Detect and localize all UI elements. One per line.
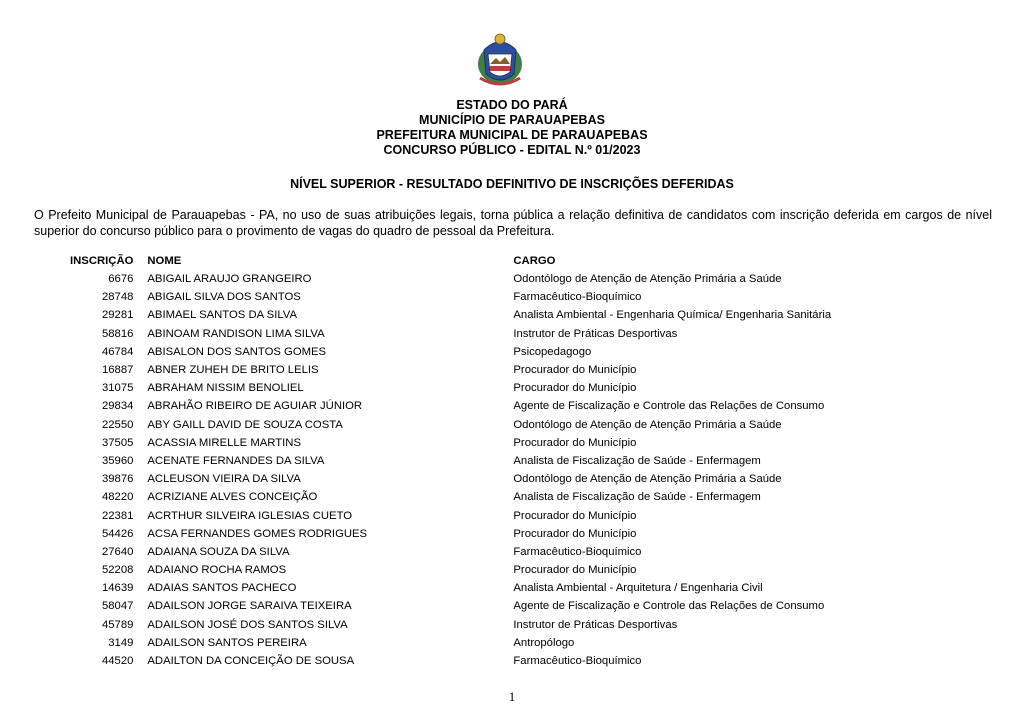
cell-cargo: Antropólogo (513, 636, 575, 649)
cell-nome: ABNER ZUHEH DE BRITO LELIS (147, 364, 319, 377)
cell-cargo: Farmacêutico-Bioquímico (513, 291, 642, 304)
cell-nome: ABRAHAM NISSIM BENOLIEL (147, 382, 304, 395)
cell-inscricao: 37505 (101, 436, 134, 449)
cell-nome: ADAILSON SANTOS PEREIRA (147, 636, 307, 649)
cell-cargo: Procurador do Município (513, 436, 637, 449)
table-row (70, 543, 953, 561)
cell-nome: ABY GAILL DAVID DE SOUZA COSTA (147, 418, 343, 431)
table-row (70, 506, 953, 524)
cell-inscricao: 16887 (101, 364, 134, 377)
table-row (70, 325, 953, 343)
table-row (70, 470, 953, 488)
table-row (70, 488, 953, 506)
cell-inscricao: 46784 (101, 345, 134, 358)
cell-inscricao: 44520 (101, 655, 134, 668)
cell-cargo: Procurador do Município (513, 382, 637, 395)
cell-inscricao: 54426 (101, 527, 134, 540)
cell-inscricao: 22550 (101, 418, 134, 431)
cell-nome: ADAIAS SANTOS PACHECO (147, 582, 297, 595)
header-cargo: CARGO (513, 254, 556, 267)
header-state: ESTADO DO PARÁ (456, 98, 568, 112)
cell-nome: ACRTHUR SILVEIRA IGLESIAS CUETO (147, 509, 353, 522)
table-row (70, 343, 953, 361)
table-row (70, 416, 953, 434)
table-row (70, 525, 953, 543)
cell-cargo: Procurador do Município (513, 527, 637, 540)
cell-cargo: Analista Ambiental - Arquitetura / Engenharia Civil (513, 582, 763, 595)
header-municipality: MUNICÍPIO DE PARAUAPEBAS (419, 113, 605, 127)
table-row (70, 579, 953, 597)
cell-nome: ABINOAM RANDISON LIMA SILVA (147, 327, 325, 340)
cell-nome: ADAIANO ROCHA RAMOS (147, 564, 287, 577)
table-row (70, 652, 953, 670)
header-nome: NOME (147, 254, 182, 267)
page-number: 1 (508, 689, 516, 704)
cell-cargo: Odontólogo de Atenção de Atenção Primária a Saúde (513, 273, 782, 286)
cell-inscricao: 52208 (101, 564, 134, 577)
cell-nome: ABIMAEL SANTOS DA SILVA (147, 309, 298, 322)
table-row (70, 270, 953, 288)
table-row (70, 379, 953, 397)
cell-inscricao: 35960 (101, 454, 134, 467)
cell-nome: ADAIANA SOUZA DA SILVA (147, 545, 290, 558)
table-header-row (70, 251, 953, 270)
cell-inscricao: 58047 (101, 600, 134, 613)
cell-nome: ABRAHÃO RIBEIRO DE AGUIAR JÚNIOR (147, 400, 363, 413)
table-row (70, 306, 953, 324)
cell-cargo: Odontólogo de Atenção de Atenção Primária a Saúde (513, 418, 782, 431)
intro-paragraph: O Prefeito Municipal de Parauapebas - PA, no uso de suas atribuições legais, torna pública a relação definitiva de candidatos com inscrição deferida em cargos de nível superior do concurso público para o provimento de vagas do quadro de pessoal da Prefeitura. (34, 208, 992, 238)
document-header (0, 98, 1024, 158)
cell-cargo: Procurador do Município (513, 564, 637, 577)
cell-nome: ACENATE FERNANDES DA SILVA (147, 454, 325, 467)
cell-nome: ADAILSON JORGE SARAIVA TEIXEIRA (147, 600, 352, 613)
table-row (70, 361, 953, 379)
table-row (70, 616, 953, 634)
cell-inscricao: 3149 (108, 636, 134, 649)
cell-inscricao: 6676 (108, 273, 134, 286)
cell-inscricao: 45789 (101, 618, 134, 631)
table-row (70, 452, 953, 470)
cell-nome: ACLEUSON VIEIRA DA SILVA (147, 473, 301, 486)
cell-nome: ACSA FERNANDES GOMES RODRIGUES (147, 527, 368, 540)
header-edital: CONCURSO PÚBLICO - EDITAL N.º 01/2023 (383, 143, 641, 157)
section-title: NÍVEL SUPERIOR - RESULTADO DEFINITIVO DE INSCRIÇÕES DEFERIDAS (290, 177, 734, 191)
cell-inscricao: 27640 (101, 545, 134, 558)
header-prefecture: PREFEITURA MUNICIPAL DE PARAUAPEBAS (376, 128, 648, 142)
cell-cargo: Analista de Fiscalização de Saúde - Enfermagem (513, 454, 761, 467)
header-inscricao: INSCRIÇÃO (70, 254, 134, 267)
cell-inscricao: 14639 (101, 582, 134, 595)
cell-inscricao: 29281 (101, 309, 134, 322)
cell-inscricao: 31075 (101, 382, 134, 395)
cell-inscricao: 39876 (101, 473, 134, 486)
cell-inscricao: 22381 (101, 509, 134, 522)
cell-cargo: Analista Ambiental - Engenharia Química/ Engenharia Sanitária (513, 309, 832, 322)
cell-cargo: Agente de Fiscalização e Controle das Relações de Consumo (513, 400, 825, 413)
cell-cargo: Agente de Fiscalização e Controle das Relações de Consumo (513, 600, 825, 613)
cell-nome: ADAILTON DA CONCEIÇÃO DE SOUSA (147, 655, 355, 668)
cell-inscricao: 58816 (101, 327, 134, 340)
cell-inscricao: 48220 (101, 491, 134, 504)
table-row (70, 288, 953, 306)
cell-cargo: Instrutor de Práticas Desportivas (513, 618, 678, 631)
cell-cargo: Farmacêutico-Bioquímico (513, 545, 642, 558)
cell-nome: ABISALON DOS SANTOS GOMES (147, 345, 327, 358)
table-row (70, 434, 953, 452)
cell-nome: ABIGAIL SILVA DOS SANTOS (147, 291, 301, 304)
table-row (70, 634, 953, 652)
cell-cargo: Farmacêutico-Bioquímico (513, 655, 642, 668)
cell-inscricao: 28748 (101, 291, 134, 304)
cell-nome: ACASSIA MIRELLE MARTINS (147, 436, 301, 449)
cell-cargo: Instrutor de Práticas Desportivas (513, 327, 678, 340)
cell-cargo: Psicopedagogo (513, 345, 592, 358)
coat-of-arms-icon (470, 30, 530, 92)
table-row (70, 597, 953, 615)
cell-inscricao: 29834 (101, 400, 134, 413)
cell-cargo: Odontólogo de Atenção de Atenção Primária a Saúde (513, 473, 782, 486)
cell-cargo: Analista de Fiscalização de Saúde - Enfermagem (513, 491, 761, 504)
cell-nome: ABIGAIL ARAUJO GRANGEIRO (147, 273, 312, 286)
cell-cargo: Procurador do Município (513, 509, 637, 522)
table-row (70, 397, 953, 415)
candidates-table (70, 251, 953, 670)
cell-nome: ACRIZIANE ALVES CONCEIÇÃO (147, 491, 318, 504)
cell-cargo: Procurador do Município (513, 364, 637, 377)
cell-nome: ADAILSON JOSÉ DOS SANTOS SILVA (147, 618, 348, 631)
table-row (70, 561, 953, 579)
